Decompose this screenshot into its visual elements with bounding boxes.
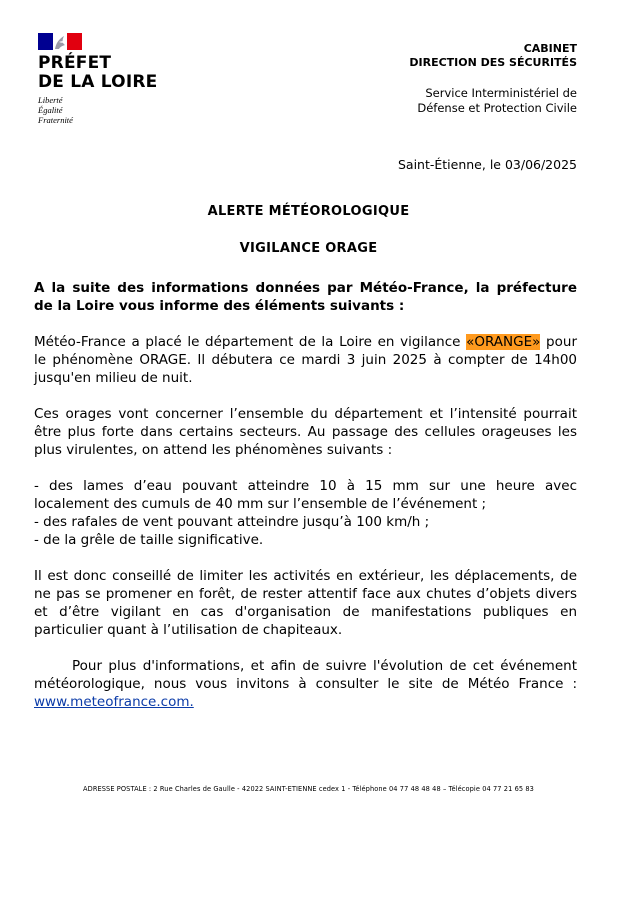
advice-paragraph: Il est donc conseillé de limiter les activités en extérieur, les déplacements, de ne pas se promener en forêt, de rester attentif face aux chutes d’objets divers et d’être vigilant en cas d'organisation de manifestations publiques en particulier quant à l’utilisation de chapiteaux. (34, 568, 577, 638)
logo-title (38, 54, 157, 92)
alert-title: ALERTE MÉTÉOROLOGIQUE (207, 204, 410, 219)
list-item: - de la grêle de taille significative. (34, 532, 264, 548)
list-item: - des rafales de vent pouvant atteindre jusqu’à 100 km/h ; (34, 514, 430, 530)
service-heading (417, 86, 577, 116)
phenomena-list (34, 477, 577, 549)
motto-liberte: Liberté (38, 95, 63, 105)
info-text: Pour plus d'informations, et afin de suivre l'évolution de cet événement météorologique, nous vous invitons à consulter le site de Météo France : (34, 658, 577, 692)
republic-motto (38, 95, 157, 125)
meteofrance-link[interactable]: www.meteofrance.com. (34, 694, 194, 710)
marianne-flag-icon (38, 33, 82, 50)
motto-fraternite: Fraternité (38, 115, 73, 125)
logo-line-loire: DE LA LOIRE (38, 72, 158, 92)
cabinet-heading (409, 42, 577, 70)
motto-egalite: Égalité (38, 105, 63, 115)
direction-label: DIRECTION DES SÉCURITÉS (409, 56, 577, 69)
info-paragraph (34, 657, 577, 711)
service-line-2: Défense et Protection Civile (417, 101, 577, 115)
orange-highlight: «ORANGE» (466, 334, 541, 350)
vigilance-paragraph (34, 333, 577, 387)
list-item: - des lames d’eau pouvant atteindre 10 à 15 mm sur une heure avec localement des cumuls de 40 mm sur l’ensemble de l’événement ; (34, 478, 577, 512)
document-date: Saint-Étienne, le 03/06/2025 (397, 157, 577, 172)
logo-line-prefet: PRÉFET (38, 53, 112, 73)
cabinet-label: CABINET (523, 42, 577, 55)
intro-paragraph: A la suite des informations données par Météo-France, la préfecture de la Loire vous informe des éléments suivants : (34, 280, 577, 314)
vigilance-text-after: pour le phénomène ORAGE. Il débutera ce mardi 3 juin 2025 à compter de 14h00 jusqu'en milieu de nuit. (34, 334, 577, 386)
prefecture-logo (38, 33, 157, 125)
service-line-1: Service Interministériel de (425, 86, 577, 100)
letter-body (34, 279, 577, 729)
vigilance-text-before: Météo-France a placé le département de la Loire en vigilance (34, 334, 467, 350)
vigilance-title: VIGILANCE ORAGE (239, 241, 378, 256)
postal-address-footer: ADRESSE POSTALE : 2 Rue Charles de Gaulle - 42022 SAINT-ETIENNE cedex 1 - Téléphone 04 77 48 48 48 – Télécopie 04 77 21 65 83 (83, 785, 534, 793)
phenomena-paragraph: Ces orages vont concerner l’ensemble du département et l’intensité pourrait être plus forte dans certains secteurs. Au passage des cellules orageuses les plus virulentes, on attend les phénomènes suivants : (34, 406, 577, 458)
